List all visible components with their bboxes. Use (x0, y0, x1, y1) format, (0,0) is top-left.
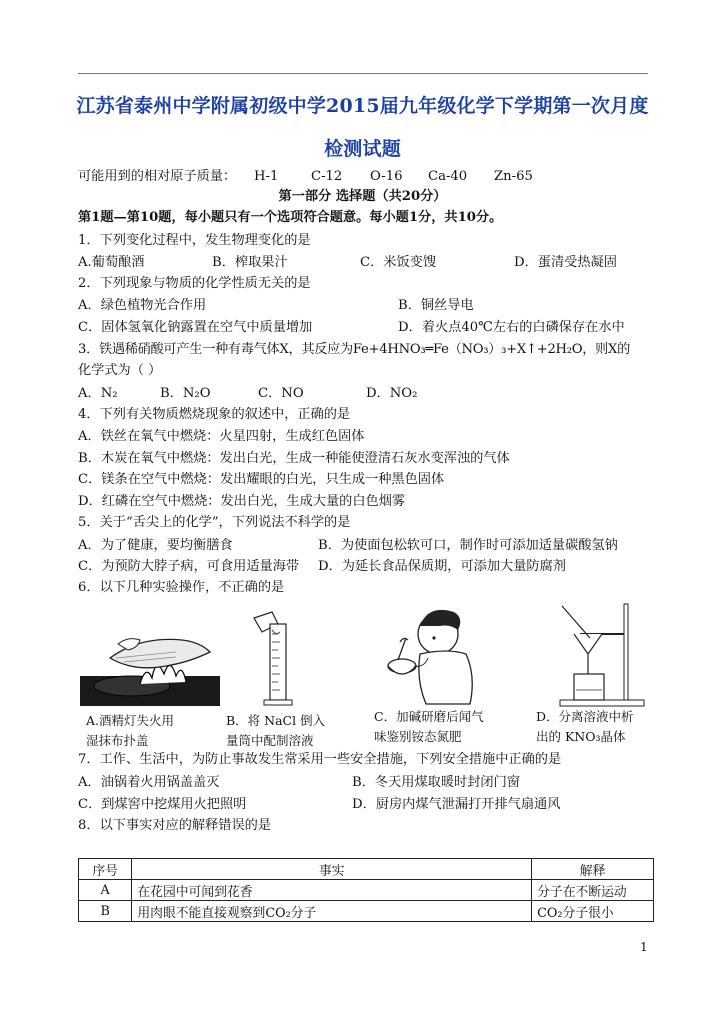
q7-option-b: B．冬天用煤取暖时封闭门窗 (352, 775, 520, 790)
atomic-mass-label: 可能用到的相对原子质量： (78, 169, 237, 184)
q6-caption-d-line2: 出的 KNO₃晶体 (536, 729, 626, 744)
q3-option-b: B．N₂O (160, 386, 211, 401)
q5-option-a: A．为了健康，要均衡膳食 (78, 538, 233, 553)
q7-option-d: D．厨房内煤气泄漏打开排气扇通风 (352, 797, 561, 812)
exam-title-line1: 江苏省泰州中学附属初级中学2015届九年级化学下学期第一次月度 (76, 95, 649, 117)
table-cell: B (79, 901, 132, 922)
figure-d-filtration (552, 600, 648, 708)
q6-caption-a-line1: A.酒精灯失火用 (86, 713, 175, 728)
q4-stem: 4．下列有关物质燃烧现象的叙述中，正确的是 (78, 407, 351, 422)
q1-option-d: D．蛋清受热凝固 (514, 255, 617, 270)
table-cell: 用肉眼不能直接观察到CO₂分子 (132, 901, 532, 922)
q4-option-a: A．铁丝在氧气中燃烧：火星四射，生成红色固体 (78, 429, 365, 444)
q5-option-d: D．为延长食品保质期，可添加大量防腐剂 (318, 559, 566, 574)
q2-option-b: B．铜丝导电 (398, 298, 474, 313)
atomic-mass-c: C-12 (311, 169, 343, 184)
q2-stem: 2．下列现象与物质的化学性质无关的是 (78, 276, 311, 291)
facts-table (78, 858, 654, 922)
q4-option-d: D．红磷在空气中燃烧：发出白光，生成大量的白色烟雾 (78, 494, 406, 509)
table-header-number: 序号 (79, 859, 132, 880)
table-header-row (79, 859, 654, 880)
q3-stem-continued: 化学式为（ ） (78, 363, 162, 378)
figure-a-alcohol-lamp (80, 614, 220, 706)
table-cell: A (79, 880, 132, 901)
atomic-mass-ca: Ca-40 (428, 169, 468, 184)
atomic-mass-zn: Zn-65 (494, 169, 533, 184)
exam-title-line2: 检测试题 (324, 138, 401, 160)
table-cell: 在花园中可闻到花香 (132, 880, 532, 901)
q6-caption-b-line1: B．将 NaCl 倒入 (226, 713, 326, 728)
header-rule (78, 73, 648, 74)
q4-option-b: B．木炭在氧气中燃烧：发出白光，生成一种能使澄清石灰水变浑浊的气体 (78, 451, 510, 466)
table-row (79, 901, 654, 922)
q2-option-d: D．着火点40℃左右的白磷保存在水中 (398, 320, 625, 335)
q6-caption-c-line1: C．加碱研磨后闻气 (374, 709, 484, 724)
part1-heading: 第一部分 选择题（共20分） (278, 189, 447, 204)
table-row (79, 880, 654, 901)
q7-stem: 7．工作、生活中，为防止事故发生常采用一些安全措施，下列安全措施中正确的是 (78, 752, 562, 767)
q1-option-a: A.葡萄酿酒 (78, 255, 145, 270)
page-number: 1 (640, 940, 648, 954)
q3-stem: 3．铁遇稀硝酸可产生一种有毒气体X，其反应为Fe+4HNO₃═Fe（NO₃）₃+X↑+2H₂O，则X的 (78, 342, 630, 357)
figure-c-smelling-mortar (376, 604, 476, 708)
table-cell: CO₂分子很小 (532, 901, 654, 922)
q7-option-a: A．油锅着火用锅盖盖灭 (78, 775, 220, 790)
atomic-mass-o: O-16 (370, 169, 403, 184)
q8-stem: 8．以下事实对应的解释错误的是 (78, 818, 272, 833)
q2-option-a: A．绿色植物光合作用 (78, 298, 207, 313)
q7-option-c: C．到煤窖中挖煤用火把照明 (78, 797, 247, 812)
part1-instructions: 第1题—第10题，每小题只有一个选项符合题意。每小题1分，共10分。 (78, 210, 503, 225)
q6-stem: 6．以下几种实验操作，不正确的是 (78, 580, 285, 595)
atomic-mass-h: H-1 (254, 169, 279, 184)
q1-option-b: B．榨取果汁 (212, 255, 288, 270)
q4-option-c: C．镁条在空气中燃烧：发出耀眼的白光，只生成一种黑色固体 (78, 472, 445, 487)
table-cell: 分子在不断运动 (532, 880, 654, 901)
q6-caption-b-line2: 量筒中配制溶液 (226, 733, 314, 748)
q5-option-c: C．为预防大脖子病，可食用适量海带 (78, 559, 300, 574)
q3-option-c: C．NO (258, 386, 304, 401)
q3-option-d: D．NO₂ (366, 386, 418, 401)
figure-b-graduated-cylinder (244, 610, 304, 708)
q6-caption-d-line1: D．分离溶液中析 (536, 709, 634, 724)
q6-caption-c-line2: 味鉴别铵态氮肥 (374, 729, 462, 744)
q6-caption-a-line2: 湿抹布扑盖 (86, 733, 149, 748)
q3-option-a: A．N₂ (78, 386, 118, 401)
q1-stem: 1．下列变化过程中，发生物理变化的是 (78, 233, 311, 248)
table-header-explanation: 解释 (532, 859, 654, 880)
q1-option-c: C．米饭变馊 (360, 255, 437, 270)
q2-option-c: C．固体氢氧化钠露置在空气中质量增加 (78, 320, 313, 335)
q5-option-b: B．为使面包松软可口，制作时可添加适量碳酸氢钠 (318, 538, 618, 553)
table-header-fact: 事实 (132, 859, 532, 880)
q5-stem: 5．关于“舌尖上的化学”，下列说法不科学的是 (78, 515, 351, 530)
